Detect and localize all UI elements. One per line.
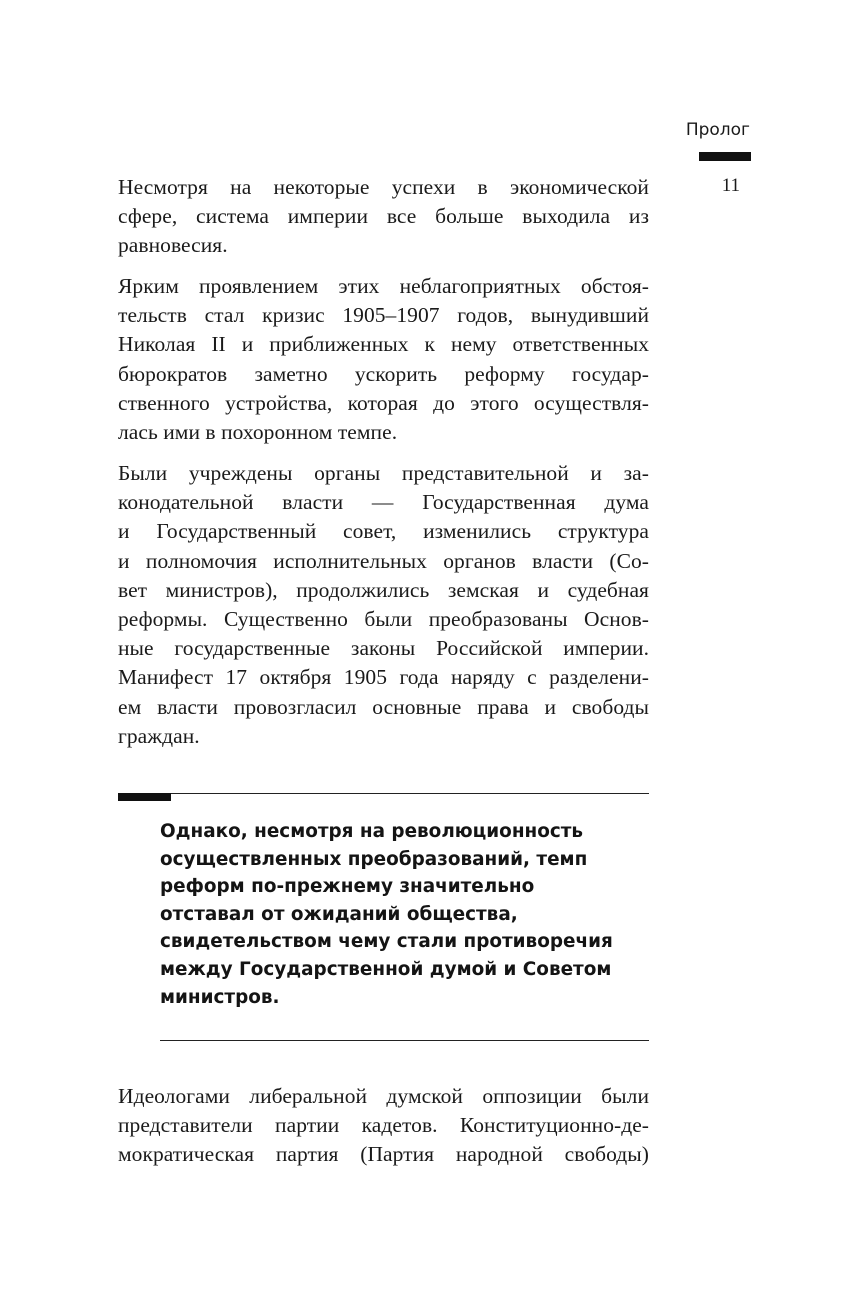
paragraph-line: лась ими в похоронном темпе.	[118, 420, 398, 445]
paragraph-line: конодательной власти — Государственная дума	[118, 490, 649, 515]
paragraph-line: Манифест 17 октября 1905 года наряду с разделени-	[118, 665, 649, 690]
paragraph-2	[118, 272, 649, 447]
paragraph-line: представители партии кадетов. Конституционно-де-	[118, 1113, 649, 1138]
paragraph-3	[118, 459, 649, 751]
paragraph-line: Ярким проявлением этих неблагоприятных обстоя-	[118, 274, 649, 298]
paragraph-line: Были учреждены органы представительной и за-	[118, 461, 649, 485]
paragraph-line: бюрократов заметно ускорить реформу государ-	[118, 361, 649, 386]
page-number: 11	[721, 175, 740, 196]
paragraph-line: тельств стал кризис 1905–1907 годов, вынудивший	[118, 303, 649, 328]
paragraph-line: ем власти провозгласил основные права и свободы	[118, 694, 649, 719]
paragraph-4	[118, 1082, 649, 1170]
pull-quote-line: Однако, несмотря на революционность	[160, 821, 584, 842]
paragraph-line: и полномочия исполнительных органов власти (Со-	[118, 548, 649, 573]
pull-quote-line: министров.	[160, 986, 280, 1008]
running-head-title: Пролог	[685, 120, 750, 140]
paragraph-line: сфере, система империи все больше выходила из	[118, 204, 649, 229]
paragraph-line: Николая II и приближенных к нему ответственных	[118, 332, 649, 357]
paragraph-line: и Государственный совет, изменились структура	[118, 519, 649, 544]
pull-quote-line: между Государственной думой и Советом	[160, 958, 612, 980]
pull-quote-line: реформ по-прежнему значительно	[160, 876, 535, 898]
paragraph-line: ственного устройства, которая до этого осуществля-	[118, 390, 649, 415]
pull-quote-line: свидетельством чему стали противоречия	[160, 931, 613, 953]
paragraph-line: Несмотря на некоторые успехи в экономической	[118, 175, 649, 199]
pull-quote	[160, 818, 650, 1011]
paragraph-line: реформы. Существенно были преобразованы Основ-	[118, 607, 649, 632]
running-head-bar	[699, 152, 751, 161]
pull-quote-line: отставал от ожиданий общества,	[160, 903, 518, 925]
pull-quote-bottom-rule	[160, 1040, 649, 1041]
pull-quote-tab-bar	[118, 793, 171, 801]
paragraph-line: ные государственные законы Российской империи.	[118, 636, 649, 661]
paragraph-line: Идеологами либеральной думской оппозиции были	[118, 1084, 649, 1108]
paragraph-line: граждан.	[118, 723, 200, 748]
pull-quote-top-rule	[118, 793, 649, 794]
pull-quote-line: осуществленных преобразований, темп	[160, 848, 588, 870]
paragraph-line: мократическая партия (Партия народной свободы)	[118, 1142, 649, 1167]
paragraph-line: вет министров), продолжились земская и судебная	[118, 577, 649, 602]
paragraph-1	[118, 173, 649, 261]
paragraph-line: равновесия.	[118, 233, 228, 258]
